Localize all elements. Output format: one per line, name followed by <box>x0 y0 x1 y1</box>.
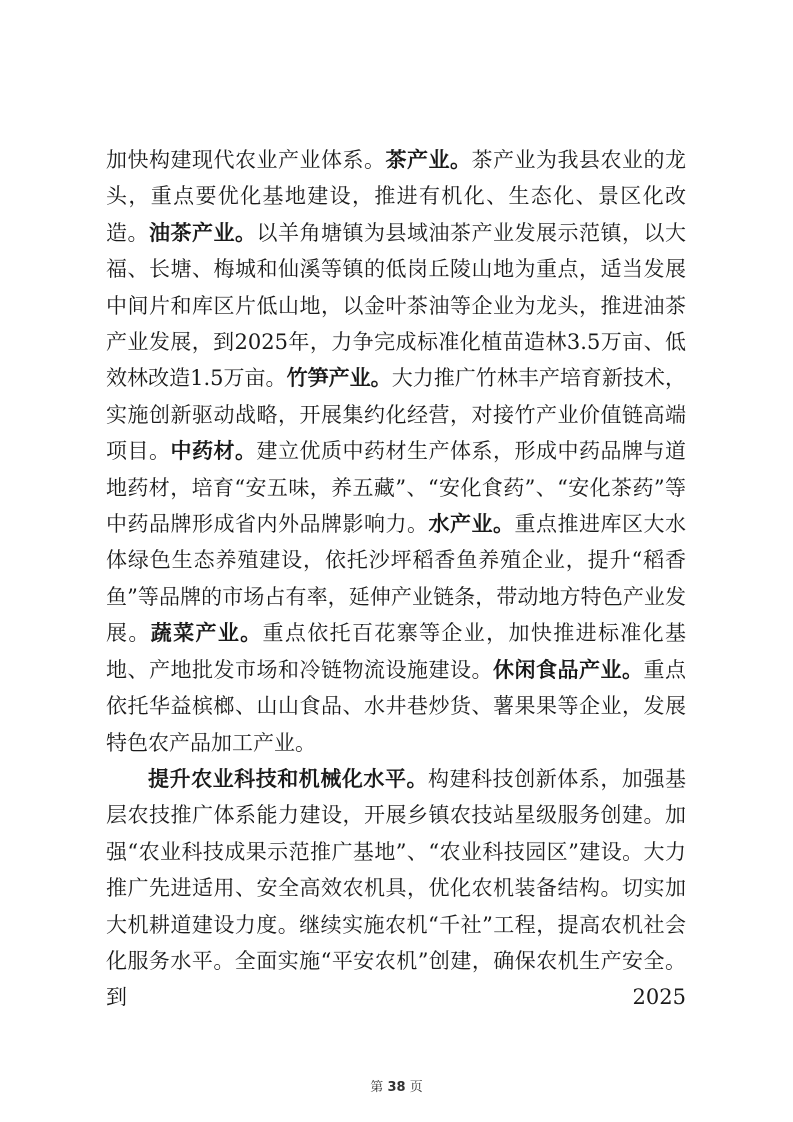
text-herb: 建立优质中药材生产体系，形成中药品牌与道地药材，培育“安五味，养五藏”、“安化食药”、“安化茶药”等中药品牌形成省内外品牌影响力。 <box>106 439 686 537</box>
paragraph-agri-industry <box>106 142 686 761</box>
heading-herb: 中药材。 <box>170 439 257 464</box>
heading-vegetable: 蔬菜产业。 <box>150 621 263 646</box>
text-vegetable: 重点依托百花寨等企业，加快推进标准化基地、产地批发市场和冷链物流设施建设。 <box>106 621 687 682</box>
text-bamboo: 大力推广竹林丰产培育新技术，实施创新驱动战略，开展集约化经营，对接竹产业价值链高端项目。 <box>106 366 687 464</box>
body-text <box>106 142 686 1016</box>
footer-suffix: 页 <box>409 1080 423 1095</box>
heading-oil-tea: 油茶产业。 <box>149 220 257 245</box>
paragraph-tech-mechanization <box>106 761 686 1016</box>
intro-sentence: 加快构建现代农业产业体系。 <box>106 148 386 172</box>
heading-tea: 茶产业。 <box>385 148 472 172</box>
footer-prefix: 第 <box>370 1080 384 1095</box>
heading-aquaculture: 水产业。 <box>428 512 515 537</box>
text-aquaculture: 重点推进库区大水体绿色生态养殖建设，依托沙坪稻香鱼养殖企业，提升“稻香鱼”等品牌的市场占有率，延伸产业链条，带动地方特色产业发展。 <box>106 512 686 646</box>
text-snack-food: 重点依托华益槟榔、山山食品、水井巷炒货、薯果果等企业，发展特色农产品加工产业。 <box>106 657 686 755</box>
text-tea: 茶产业为我县农业的龙头，重点要优化基地建设，推进有机化、生态化、景区化改造。 <box>106 148 686 245</box>
heading-snack-food: 休闲食品产业。 <box>493 657 644 682</box>
text-tech-mechanization: 构建科技创新体系，加强基层农技推广体系能力建设，开展乡镇农技站星级服务创建。加强“农业科技成果示范推广基地”、“农业科技园区”建设。大力推广先进适用、安全高效农机具，优化农机装备结构。切实加大机耕道建设力度。继续实施农机“千社”工程，提高农机社会化服务水平。全面实施“平安农机”创建，确保农机生产安全。到2025 <box>106 766 687 1010</box>
heading-tech-mechanization: 提升农业科技和机械化水平。 <box>148 766 429 791</box>
heading-bamboo: 竹笋产业。 <box>286 366 392 391</box>
page-footer <box>0 1076 793 1095</box>
page-number: 38 <box>387 1080 406 1095</box>
text-oil-tea: 以羊角塘镇为县域油茶产业发展示范镇，以大福、长塘、梅城和仙溪等镇的低岗丘陵山地为重点，适当发展中间片和库区片低山地，以金叶茶油等企业为龙头，推进油茶产业发展，到2025年，力争完成标准化植苗造林3.5万亩、低效林改造1.5万亩。 <box>106 220 686 391</box>
